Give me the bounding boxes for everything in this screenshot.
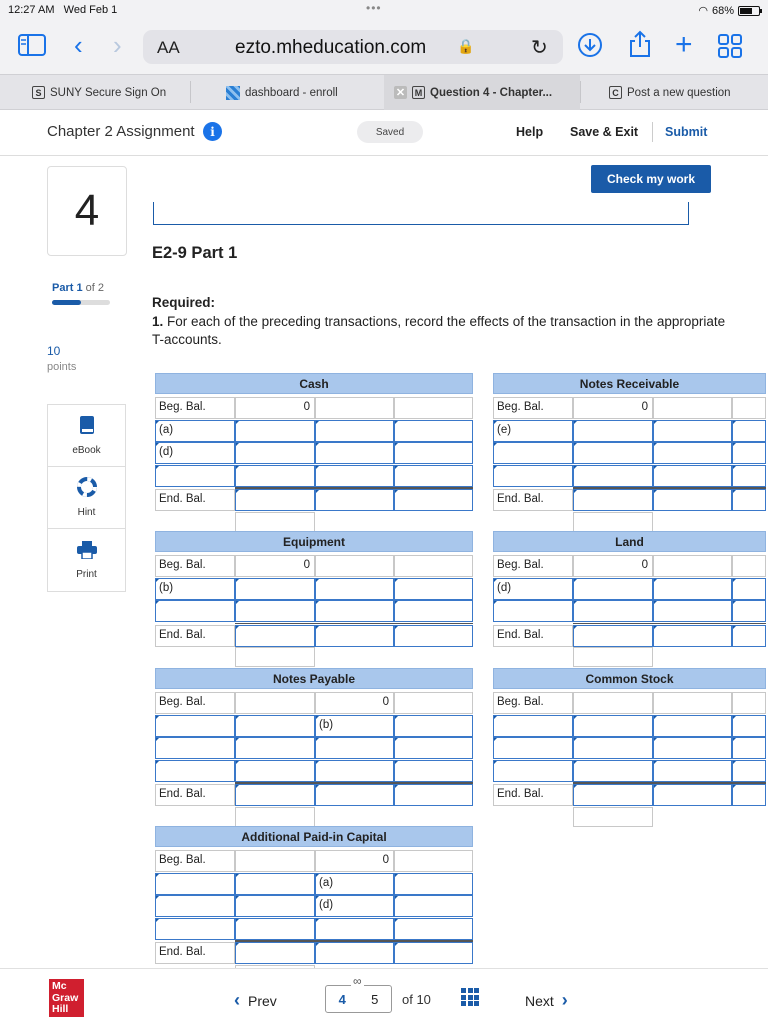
amount-input[interactable]: [315, 760, 394, 782]
amount-input[interactable]: [653, 760, 732, 782]
amount-input[interactable]: [732, 715, 766, 737]
row-label: Beg. Bal.: [155, 555, 235, 577]
printer-icon: [77, 541, 97, 563]
amount-input[interactable]: [235, 600, 315, 622]
tab-question-4[interactable]: ✕ M Question 4 - Chapter...: [384, 75, 580, 110]
end-balance-extra-cell: [573, 647, 653, 667]
balance-divider: [573, 487, 766, 489]
assignment-header: [0, 110, 768, 156]
row-label[interactable]: [155, 465, 235, 487]
answer-area-bracket: [153, 202, 689, 225]
multitask-dots[interactable]: •••: [366, 1, 382, 15]
help-link[interactable]: Help: [516, 125, 544, 139]
page-total: of 10: [402, 992, 431, 1007]
amount-cell: [394, 692, 473, 714]
chevron-left-icon: ‹: [234, 990, 240, 1010]
end-balance-extra-cell: [235, 512, 315, 532]
row-label[interactable]: [493, 442, 573, 464]
amount-input[interactable]: [394, 942, 473, 964]
browser-toolbar: [0, 22, 768, 74]
balance-divider: [235, 782, 473, 784]
row-label: End. Bal.: [155, 489, 235, 511]
saved-status: Saved: [357, 121, 423, 143]
balance-divider: [235, 487, 473, 489]
row-label: Beg. Bal.: [155, 850, 235, 872]
footer-nav: [0, 968, 768, 1024]
amount-cell: 0: [235, 555, 315, 577]
amount-input[interactable]: [315, 442, 394, 464]
amount-input[interactable]: [653, 625, 732, 647]
forward-icon[interactable]: ›: [113, 30, 122, 60]
prev-button[interactable]: ‹ Prev: [234, 990, 277, 1010]
amount-input[interactable]: [573, 715, 653, 737]
amount-input[interactable]: [394, 600, 473, 622]
amount-input[interactable]: [235, 942, 315, 964]
amount-input[interactable]: [573, 489, 653, 511]
amount-input[interactable]: [235, 420, 315, 442]
t-account-title: Additional Paid-in Capital: [155, 826, 473, 847]
amount-input[interactable]: [394, 737, 473, 759]
exercise-title: E2-9 Part 1: [152, 244, 238, 262]
amount-input[interactable]: [394, 760, 473, 782]
t-account-title: Land: [493, 531, 766, 552]
amount-input[interactable]: [394, 625, 473, 647]
amount-input[interactable]: [732, 737, 766, 759]
amount-input[interactable]: [394, 784, 473, 806]
amount-input[interactable]: [235, 465, 315, 487]
share-icon[interactable]: [629, 30, 651, 64]
row-label[interactable]: [155, 600, 235, 622]
amount-input[interactable]: [235, 784, 315, 806]
amount-input[interactable]: [235, 918, 315, 940]
t-account-title: Notes Receivable: [493, 373, 766, 394]
amount-input[interactable]: [653, 715, 732, 737]
amount-input[interactable]: [732, 578, 766, 600]
amount-cell: 0: [573, 397, 653, 419]
chevron-right-icon: ›: [561, 990, 568, 1010]
tab-overview-icon[interactable]: [718, 34, 742, 64]
check-my-work-button[interactable]: Check my work: [591, 165, 711, 193]
tab-post-question[interactable]: C Post a new question: [609, 75, 731, 110]
row-label[interactable]: (a): [155, 420, 235, 442]
end-balance-extra-cell: [573, 807, 653, 827]
row-label: End. Bal.: [493, 784, 573, 806]
amount-input[interactable]: [235, 625, 315, 647]
amount-input[interactable]: [315, 942, 394, 964]
amount-input[interactable]: [573, 420, 653, 442]
amount-input[interactable]: (d): [315, 895, 394, 917]
tab-dashboard-enroll[interactable]: dashboard - enroll: [226, 75, 338, 110]
amount-input[interactable]: [394, 465, 473, 487]
link-icon: ∞: [353, 974, 362, 988]
amount-cell: [394, 555, 473, 577]
row-label[interactable]: [155, 760, 235, 782]
amount-input[interactable]: [394, 895, 473, 917]
instructions-text: 1. For each of the preceding transactions, record the effects of the transaction in the appropriate T-accounts.: [152, 314, 726, 347]
amount-input[interactable]: [235, 578, 315, 600]
amount-input[interactable]: [732, 760, 766, 782]
row-label[interactable]: (d): [155, 442, 235, 464]
row-label: Beg. Bal.: [493, 692, 573, 714]
amount-input[interactable]: [732, 489, 766, 511]
question-grid-icon[interactable]: [461, 988, 479, 1006]
t-account-title: Equipment: [155, 531, 473, 552]
part-indicator: Part 1 of 2: [52, 282, 105, 294]
row-label[interactable]: [493, 737, 573, 759]
amount-input[interactable]: [315, 625, 394, 647]
lifebuoy-icon: [77, 477, 97, 501]
amount-input[interactable]: [732, 784, 766, 806]
row-label[interactable]: [493, 465, 573, 487]
amount-input[interactable]: [653, 737, 732, 759]
t-account-title: Notes Payable: [155, 668, 473, 689]
amount-input[interactable]: [573, 442, 653, 464]
t-account-title: Common Stock: [493, 668, 766, 689]
battery-percent: 68%: [711, 4, 734, 17]
amount-input[interactable]: [653, 784, 732, 806]
hint-button[interactable]: Hint: [48, 467, 125, 529]
amount-input[interactable]: [653, 489, 732, 511]
ebook-button[interactable]: eBook: [48, 405, 125, 467]
part-progress-bar: [52, 300, 110, 305]
amount-cell: 0: [235, 397, 315, 419]
row-label[interactable]: [155, 737, 235, 759]
amount-input[interactable]: (a): [315, 873, 394, 895]
row-label[interactable]: [493, 600, 573, 622]
amount-input[interactable]: (b): [315, 715, 394, 737]
row-label[interactable]: [155, 873, 235, 895]
info-icon[interactable]: i: [203, 122, 222, 141]
amount-input[interactable]: [653, 442, 732, 464]
amount-input[interactable]: [315, 578, 394, 600]
row-label: Beg. Bal.: [155, 397, 235, 419]
required-label: Required:: [152, 295, 216, 310]
amount-input[interactable]: [732, 600, 766, 622]
amount-input[interactable]: [573, 625, 653, 647]
amount-cell: [732, 692, 766, 714]
amount-input[interactable]: [394, 489, 473, 511]
amount-input[interactable]: [732, 625, 766, 647]
row-label: End. Bal.: [155, 784, 235, 806]
row-label[interactable]: [155, 715, 235, 737]
amount-input[interactable]: [235, 715, 315, 737]
submit-link[interactable]: Submit: [665, 125, 708, 139]
book-icon: [79, 415, 95, 439]
amount-input[interactable]: [315, 737, 394, 759]
amount-cell: [315, 555, 394, 577]
suny-favicon: S: [32, 86, 45, 99]
amount-input[interactable]: [235, 442, 315, 464]
row-label[interactable]: [493, 715, 573, 737]
amount-cell: [653, 555, 732, 577]
amount-input[interactable]: [573, 784, 653, 806]
amount-input[interactable]: [315, 918, 394, 940]
end-balance-extra-cell: [235, 807, 315, 827]
row-label: Beg. Bal.: [493, 397, 573, 419]
amount-input[interactable]: [573, 465, 653, 487]
print-button[interactable]: Print: [48, 529, 125, 591]
amount-input[interactable]: [573, 760, 653, 782]
amount-input[interactable]: [394, 918, 473, 940]
page-4[interactable]: 4: [338, 991, 346, 1007]
amount-input[interactable]: [394, 873, 473, 895]
balance-divider: [235, 940, 473, 942]
amount-input[interactable]: [394, 420, 473, 442]
amount-input[interactable]: [394, 578, 473, 600]
row-label[interactable]: (d): [493, 578, 573, 600]
row-label[interactable]: [493, 760, 573, 782]
amount-input[interactable]: [732, 420, 766, 442]
tools-panel: [47, 404, 126, 592]
amount-cell: [394, 850, 473, 872]
amount-input[interactable]: [315, 465, 394, 487]
row-label: End. Bal.: [155, 625, 235, 647]
amount-input[interactable]: [653, 420, 732, 442]
sidebar-icon[interactable]: [18, 34, 46, 62]
status-bar: [0, 0, 768, 22]
mcgraw-hill-logo: Mc Graw Hill: [49, 979, 84, 1017]
row-label[interactable]: [155, 918, 235, 940]
amount-input[interactable]: [315, 489, 394, 511]
page-5[interactable]: 5: [371, 991, 379, 1007]
amount-input[interactable]: [235, 760, 315, 782]
amount-input[interactable]: [235, 895, 315, 917]
amount-input[interactable]: [315, 784, 394, 806]
end-balance-extra-cell: [235, 647, 315, 667]
amount-input[interactable]: [394, 715, 473, 737]
amount-cell: [732, 555, 766, 577]
battery-icon: [738, 6, 760, 16]
amount-input[interactable]: [315, 600, 394, 622]
amount-cell: [573, 692, 653, 714]
close-tab-icon[interactable]: ✕: [395, 87, 406, 99]
amount-input[interactable]: [732, 442, 766, 464]
new-tab-icon[interactable]: +: [675, 28, 693, 61]
mh-favicon: M: [412, 86, 425, 99]
amount-input[interactable]: [653, 465, 732, 487]
amount-cell: [235, 692, 315, 714]
amount-cell: [315, 397, 394, 419]
amount-input[interactable]: [573, 737, 653, 759]
end-balance-extra-cell: [573, 512, 653, 532]
amount-input[interactable]: [235, 873, 315, 895]
amount-cell: 0: [315, 850, 394, 872]
row-label[interactable]: (b): [155, 578, 235, 600]
reload-icon[interactable]: ↻: [531, 37, 548, 59]
amount-cell: [394, 397, 473, 419]
row-label: End. Bal.: [155, 942, 235, 964]
status-time: 12:27 AM Wed Feb 1: [8, 4, 118, 16]
balance-divider: [235, 623, 473, 625]
amount-input[interactable]: [573, 600, 653, 622]
row-label[interactable]: [155, 895, 235, 917]
amount-input[interactable]: [573, 578, 653, 600]
points-label: points: [47, 361, 77, 373]
amount-cell: 0: [315, 692, 394, 714]
chegg-favicon: C: [609, 86, 622, 99]
reader-aa-button[interactable]: AA: [157, 38, 180, 57]
tab-suny-sign-on[interactable]: S SUNY Secure Sign On: [32, 75, 166, 110]
points-value: 10: [47, 344, 61, 358]
row-label[interactable]: (e): [493, 420, 573, 442]
address-bar[interactable]: [143, 30, 563, 64]
amount-input[interactable]: [653, 578, 732, 600]
row-label: End. Bal.: [493, 625, 573, 647]
question-number: 4: [47, 166, 127, 256]
amount-input[interactable]: [235, 737, 315, 759]
balance-divider: [573, 782, 766, 784]
amount-cell: [732, 397, 766, 419]
download-icon[interactable]: [577, 32, 603, 64]
t-account-title: Cash: [155, 373, 473, 394]
dashboard-favicon: [226, 86, 240, 100]
amount-cell: 0: [573, 555, 653, 577]
amount-input[interactable]: [235, 489, 315, 511]
balance-divider: [573, 623, 766, 625]
row-label: Beg. Bal.: [155, 692, 235, 714]
save-exit-link[interactable]: Save & Exit: [570, 125, 639, 139]
url-domain[interactable]: ezto.mheducation.com: [235, 37, 427, 58]
back-icon[interactable]: ‹: [74, 30, 83, 60]
lock-icon: 🔒: [457, 38, 475, 54]
wifi-icon: ◠: [698, 5, 708, 17]
browser-tab-bar: [0, 74, 768, 110]
row-label: Beg. Bal.: [493, 555, 573, 577]
amount-input[interactable]: [315, 420, 394, 442]
amount-input[interactable]: [732, 465, 766, 487]
amount-input[interactable]: [394, 442, 473, 464]
amount-cell: [653, 692, 732, 714]
amount-input[interactable]: [653, 600, 732, 622]
amount-cell: [235, 850, 315, 872]
row-label: End. Bal.: [493, 489, 573, 511]
assignment-title: Chapter 2 Assignment: [47, 123, 195, 140]
amount-cell: [653, 397, 732, 419]
battery-indicator: [698, 4, 760, 17]
page-selector[interactable]: [325, 985, 392, 1013]
next-button[interactable]: Next ›: [525, 990, 568, 1010]
